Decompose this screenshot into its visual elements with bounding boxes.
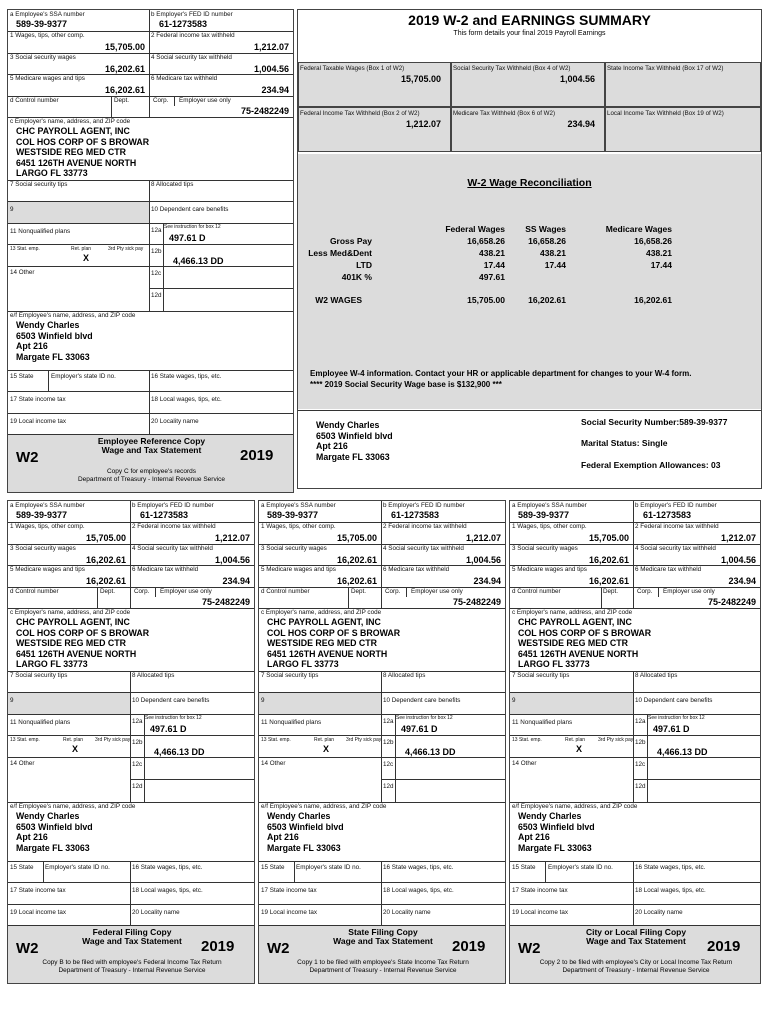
box7-label: 7 Social security tips	[261, 672, 319, 679]
copy-instructions: Copy C for employee's records	[106, 468, 197, 475]
ssn-value: 589-39-9377	[267, 510, 319, 520]
box4-value: 1,004.56	[465, 555, 501, 565]
box1-value: 15,705.00	[85, 533, 126, 543]
form-year: 2019	[240, 447, 274, 464]
box7-label: 7 Social security tips	[10, 672, 68, 679]
copy-title: State Filing Copy	[348, 927, 418, 937]
dept-label: Dept.	[351, 588, 367, 595]
employer-address-label: c Employer's name, address, and ZIP code	[512, 609, 633, 616]
box13-label: 13 Stat. emp.	[261, 737, 291, 743]
corp-label: Corp.	[153, 97, 169, 104]
box12a-label: 12a	[383, 718, 394, 725]
box20-label: 20 Locality name	[635, 909, 683, 916]
employee-address: Wendy Charles 6503 Winfield blvd Apt 216 Margate FL 33063	[16, 320, 93, 362]
box10-label: 10 Dependent care benefits	[635, 697, 713, 704]
dept-label: Dept.	[603, 588, 619, 595]
box1-value: 15,705.00	[588, 533, 629, 543]
recon-cell: 16,202.61	[528, 295, 566, 305]
box12c-label: 12c	[635, 761, 646, 768]
recon-cell: 438.21	[646, 248, 672, 258]
box19-label: 19 Local income tax	[261, 909, 318, 916]
box3-value: 16,202.61	[588, 555, 629, 565]
form-name: W2	[16, 940, 39, 957]
ret-plan-check: X	[576, 744, 583, 754]
corp-label: Corp.	[134, 588, 150, 595]
employer-use-label: Employer use only	[411, 588, 463, 595]
box12a-label: 12a	[635, 718, 646, 725]
recon-row-label: 401K %	[341, 272, 372, 282]
recon-cell: 16,202.61	[634, 295, 672, 305]
box11-label: 11 Nonqualified plans	[261, 719, 322, 726]
box12a-label: 12a	[151, 227, 162, 234]
earnings-summary-panel	[297, 9, 762, 489]
copy-department: Department of Treasury - Internal Revenue Service	[309, 967, 457, 974]
employer-use-label: Employer use only	[160, 588, 212, 595]
summary-cell-label: Social Security Tax Withheld (Box 4 of W2)	[453, 65, 571, 72]
box15-label: 15 State	[512, 864, 536, 871]
box20-label: 20 Locality name	[151, 418, 199, 425]
summary-cell-label: State Income Tax Withheld (Box 17 of W2)	[607, 65, 724, 72]
box6-label: 6 Medicare tax withheld	[383, 566, 450, 573]
dept-label: Dept.	[114, 97, 130, 104]
dept-label: Dept.	[100, 588, 116, 595]
ssa-label: a Employee's SSA number	[261, 502, 336, 509]
reconciliation-title: W-2 Wage Reconciliation	[467, 177, 592, 189]
employer-use-value: 75-2482249	[240, 106, 289, 116]
summary-cell-label: Federal Taxable Wages (Box 1 of W2)	[300, 65, 405, 72]
ssa-label: a Employee's SSA number	[10, 11, 85, 18]
box2-value: 1,212.07	[214, 533, 250, 543]
box12b-label: 12b	[635, 739, 646, 746]
box18-label: 18 Local wages, tips, etc.	[383, 887, 454, 894]
box6-label: 6 Medicare tax withheld	[635, 566, 702, 573]
summary-ssn: Social Security Number:589-39-9377	[581, 417, 728, 427]
box12a-label: 12a	[132, 718, 143, 725]
summary-cell-label: Medicare Tax Withheld (Box 6 of W2)	[453, 110, 556, 117]
box2-label: 2 Federal income tax withheld	[635, 523, 719, 530]
box15-label: 15 State	[10, 864, 34, 871]
box12d-label: 12d	[132, 783, 143, 790]
box18-label: 18 Local wages, tips, etc.	[635, 887, 706, 894]
state-id-label: Employer's state ID no.	[45, 864, 110, 871]
box12c-label: 12c	[132, 761, 143, 768]
box5-label: 5 Medicare wages and tips	[10, 566, 85, 573]
box1-label: 1 Wages, tips, other comp.	[512, 523, 587, 530]
box20-label: 20 Locality name	[383, 909, 431, 916]
box12b-value: 4,466.13 DD	[173, 256, 224, 266]
box12c-label: 12c	[151, 270, 162, 277]
recon-cell: 16,658.26	[634, 236, 672, 246]
box19-label: 19 Local income tax	[512, 909, 569, 916]
box5-value: 16,202.61	[588, 576, 629, 586]
box2-value: 1,212.07	[720, 533, 756, 543]
box12b-label: 12b	[151, 248, 162, 255]
box5-label: 5 Medicare wages and tips	[10, 75, 85, 82]
box3-label: 3 Social security wages	[10, 545, 76, 552]
box12-instruction: See instruction for box 12	[145, 715, 202, 721]
recon-row-label: W2 WAGES	[315, 295, 362, 305]
fein-value: 61-1273583	[643, 510, 692, 520]
box8-label: 8 Allocated tips	[383, 672, 426, 679]
box13-label: 13 Stat. emp.	[10, 246, 40, 252]
form-name: W2	[16, 449, 39, 466]
recon-cell: 497.61	[479, 272, 505, 282]
box9-label: 9	[261, 697, 265, 704]
box8-label: 8 Allocated tips	[132, 672, 175, 679]
box11-label: 11 Nonqualified plans	[512, 719, 573, 726]
ret-plan-check: X	[72, 744, 79, 754]
fein-label: b Employer's FED ID number	[383, 502, 465, 509]
box12b-value: 4,466.13 DD	[657, 747, 708, 757]
box14-label: 14 Other	[10, 269, 35, 276]
box1-value: 15,705.00	[104, 42, 145, 52]
box10-label: 10 Dependent care benefits	[151, 206, 229, 213]
box6-value: 234.94	[473, 576, 501, 586]
control-label: d Control number	[261, 588, 310, 595]
box12b-value: 4,466.13 DD	[154, 747, 205, 757]
control-label: d Control number	[10, 588, 59, 595]
box2-label: 2 Federal income tax withheld	[383, 523, 467, 530]
box1-label: 1 Wages, tips, other comp.	[10, 32, 85, 39]
recon-header: Medicare Wages	[605, 224, 672, 234]
box3-value: 16,202.61	[336, 555, 377, 565]
box12-instruction: See instruction for box 12	[164, 224, 221, 230]
box12c-label: 12c	[383, 761, 394, 768]
box17-label: 17 State income tax	[261, 887, 317, 894]
box1-label: 1 Wages, tips, other comp.	[261, 523, 336, 530]
box11-label: 11 Nonqualified plans	[10, 228, 71, 235]
form-year: 2019	[707, 938, 741, 955]
box6-value: 234.94	[222, 576, 250, 586]
box3-value: 16,202.61	[104, 64, 145, 74]
corp-label: Corp.	[385, 588, 401, 595]
fein-label: b Employer's FED ID number	[151, 11, 233, 18]
box4-label: 4 Social security tax withheld	[151, 54, 232, 61]
box3-label: 3 Social security wages	[261, 545, 327, 552]
box3-label: 3 Social security wages	[10, 54, 76, 61]
employee-address: Wendy Charles 6503 Winfield blvd Apt 216 Margate FL 33063	[518, 811, 595, 853]
box6-label: 6 Medicare tax withheld	[132, 566, 199, 573]
copy-department: Department of Treasury - Internal Revenue Service	[562, 967, 710, 974]
w4-notice: Employee W-4 information. Contact your HR or applicable department for changes to your W-4 form.	[310, 369, 692, 378]
employer-address: CHC PAYROLL AGENT, INC COL HOS CORP OF S BROWAR WESTSIDE REG MED CTR 6451 126TH AVENUE NORTH LARGO FL 33773	[16, 617, 150, 669]
summary-cell-label: Federal Income Tax Withheld (Box 2 of W2)	[300, 110, 420, 117]
box2-label: 2 Federal income tax withheld	[151, 32, 235, 39]
fein-label: b Employer's FED ID number	[132, 502, 214, 509]
employer-address: CHC PAYROLL AGENT, INC COL HOS CORP OF S BROWAR WESTSIDE REG MED CTR 6451 126TH AVENUE NORTH LARGO FL 33773	[16, 126, 150, 178]
employee-address-label: e/f Employee's name, address, and ZIP code	[261, 803, 387, 810]
ssa-label: a Employee's SSA number	[512, 502, 587, 509]
box7-label: 7 Social security tips	[10, 181, 68, 188]
box6-value: 234.94	[261, 85, 289, 95]
box16-label: 16 State wages, tips, etc.	[635, 864, 706, 871]
w2-copy2	[258, 500, 506, 984]
state-id-label: Employer's state ID no.	[296, 864, 361, 871]
recon-cell: 17.44	[544, 260, 566, 270]
box4-label: 4 Social security tax withheld	[132, 545, 213, 552]
box4-value: 1,004.56	[253, 64, 289, 74]
recon-row-label: Less Med&Dent	[308, 248, 372, 258]
box18-label: 18 Local wages, tips, etc.	[151, 396, 222, 403]
summary-employee-address: Wendy Charles 6503 Winfield blvd Apt 216 Margate FL 33063	[316, 420, 393, 462]
box12a-value: 497.61 D	[150, 724, 187, 734]
box5-value: 16,202.61	[104, 85, 145, 95]
state-id-label: Employer's state ID no.	[51, 373, 116, 380]
w2-copy3	[509, 500, 761, 984]
employer-address: CHC PAYROLL AGENT, INC COL HOS CORP OF S BROWAR WESTSIDE REG MED CTR 6451 126TH AVENUE NORTH LARGO FL 33773	[518, 617, 652, 669]
box3-value: 16,202.61	[85, 555, 126, 565]
summary-cell-value: 1,004.56	[559, 74, 595, 84]
fein-value: 61-1273583	[159, 19, 208, 29]
box12b-value: 4,466.13 DD	[405, 747, 456, 757]
recon-cell: 16,658.26	[528, 236, 566, 246]
box4-value: 1,004.56	[214, 555, 250, 565]
ss-wage-base-notice: **** 2019 Social Security Wage base is $132,900 ***	[310, 380, 502, 389]
recon-header: Federal Wages	[445, 224, 505, 234]
form-name: W2	[518, 940, 541, 957]
box2-label: 2 Federal income tax withheld	[132, 523, 216, 530]
box9-label: 9	[512, 697, 516, 704]
box4-label: 4 Social security tax withheld	[383, 545, 464, 552]
summary-marital-status: Marital Status: Single	[581, 438, 668, 448]
ret-plan-check: X	[83, 253, 90, 263]
employer-address: CHC PAYROLL AGENT, INC COL HOS CORP OF S BROWAR WESTSIDE REG MED CTR 6451 126TH AVENUE NORTH LARGO FL 33773	[267, 617, 401, 669]
box1-label: 1 Wages, tips, other comp.	[10, 523, 85, 530]
box17-label: 17 State income tax	[10, 396, 66, 403]
box5-label: 5 Medicare wages and tips	[512, 566, 587, 573]
recon-row-label: Gross Pay	[329, 236, 372, 246]
recon-cell: 438.21	[540, 248, 566, 258]
summary-subtitle: This form details your final 2019 Payroll Earnings	[453, 30, 606, 37]
box15-label: 15 State	[261, 864, 285, 871]
copy-instructions: Copy 1 to be filed with employee's State Income Tax Return	[297, 959, 469, 966]
corp-label: Corp.	[637, 588, 653, 595]
w2-copy0	[7, 9, 294, 493]
box20-label: 20 Locality name	[132, 909, 180, 916]
box5-label: 5 Medicare wages and tips	[261, 566, 336, 573]
employer-address-label: c Employer's name, address, and ZIP code	[10, 118, 131, 125]
copy-instructions: Copy 2 to be filed with employee's City or Local Income Tax Return	[539, 959, 733, 966]
box17-label: 17 State income tax	[10, 887, 66, 894]
state-id-label: Employer's state ID no.	[548, 864, 613, 871]
box12a-value: 497.61 D	[169, 233, 206, 243]
box19-label: 19 Local income tax	[10, 418, 67, 425]
box15-label: 15 State	[10, 373, 34, 380]
w2-copy1	[7, 500, 255, 984]
recon-cell: 438.21	[479, 248, 505, 258]
recon-cell: 17.44	[650, 260, 672, 270]
box4-label: 4 Social security tax withheld	[635, 545, 716, 552]
copy-subtitle: Wage and Tax Statement	[101, 445, 202, 455]
box8-label: 8 Allocated tips	[635, 672, 678, 679]
ret-plan-label: Ret. plan	[314, 737, 335, 743]
box14-label: 14 Other	[10, 760, 35, 767]
box2-value: 1,212.07	[465, 533, 501, 543]
ssa-label: a Employee's SSA number	[10, 502, 85, 509]
fein-value: 61-1273583	[391, 510, 440, 520]
employer-use-value: 75-2482249	[452, 597, 501, 607]
box16-label: 16 State wages, tips, etc.	[383, 864, 454, 871]
sick-pay-label: 3rd Pty sick pay	[95, 737, 131, 743]
box6-value: 234.94	[728, 576, 756, 586]
box3-label: 3 Social security wages	[512, 545, 578, 552]
ssn-value: 589-39-9377	[518, 510, 570, 520]
employer-use-label: Employer use only	[179, 97, 231, 104]
employer-address-label: c Employer's name, address, and ZIP code	[261, 609, 382, 616]
box11-label: 11 Nonqualified plans	[10, 719, 71, 726]
ssn-value: 589-39-9377	[16, 19, 68, 29]
ret-plan-label: Ret. plan	[565, 737, 586, 743]
summary-cell-value: 15,705.00	[400, 74, 441, 84]
copy-title: Federal Filing Copy	[92, 927, 172, 937]
box12-instruction: See instruction for box 12	[648, 715, 705, 721]
employee-address: Wendy Charles 6503 Winfield blvd Apt 216 Margate FL 33063	[16, 811, 93, 853]
copy-instructions: Copy B to be filed with employee's Federal Income Tax Return	[42, 959, 222, 966]
copy-department: Department of Treasury - Internal Revenue Service	[77, 476, 226, 483]
box12d-label: 12d	[383, 783, 394, 790]
copy-title: Employee Reference Copy	[97, 436, 206, 446]
fein-value: 61-1273583	[140, 510, 189, 520]
employee-address-label: e/f Employee's name, address, and ZIP code	[512, 803, 638, 810]
recon-cell: 17.44	[483, 260, 505, 270]
copy-subtitle: Wage and Tax Statement	[586, 936, 686, 946]
box17-label: 17 State income tax	[512, 887, 568, 894]
ret-plan-check: X	[323, 744, 330, 754]
box1-value: 15,705.00	[336, 533, 377, 543]
copy-title: City or Local Filing Copy	[585, 927, 687, 937]
summary-cell-value: 1,212.07	[405, 119, 441, 129]
employee-address-label: e/f Employee's name, address, and ZIP code	[10, 312, 136, 319]
box18-label: 18 Local wages, tips, etc.	[132, 887, 203, 894]
sick-pay-label: 3rd Pty sick pay	[346, 737, 382, 743]
employer-use-value: 75-2482249	[201, 597, 250, 607]
employer-use-value: 75-2482249	[707, 597, 756, 607]
box6-label: 6 Medicare tax withheld	[151, 75, 218, 82]
box12b-label: 12b	[383, 739, 394, 746]
employee-address: Wendy Charles 6503 Winfield blvd Apt 216 Margate FL 33063	[267, 811, 344, 853]
recon-cell: 15,705.00	[467, 295, 505, 305]
ret-plan-label: Ret. plan	[71, 246, 92, 252]
box5-value: 16,202.61	[336, 576, 377, 586]
copy-subtitle: Wage and Tax Statement	[333, 936, 433, 946]
box12d-label: 12d	[151, 292, 162, 299]
box4-value: 1,004.56	[720, 555, 756, 565]
box14-label: 14 Other	[512, 760, 537, 767]
box12a-value: 497.61 D	[653, 724, 690, 734]
form-year: 2019	[201, 938, 235, 955]
form-year: 2019	[452, 938, 486, 955]
box9-label: 9	[10, 697, 14, 704]
box12b-label: 12b	[132, 739, 143, 746]
sick-pay-label: 3rd Pty sick pay	[108, 246, 144, 252]
fein-label: b Employer's FED ID number	[635, 502, 717, 509]
employer-use-label: Employer use only	[663, 588, 715, 595]
box7-label: 7 Social security tips	[512, 672, 570, 679]
employee-address-label: e/f Employee's name, address, and ZIP code	[10, 803, 136, 810]
summary-exemptions: Federal Exemption Allowances: 03	[581, 460, 721, 470]
box14-label: 14 Other	[261, 760, 286, 767]
sick-pay-label: 3rd Pty sick pay	[598, 737, 634, 743]
box16-label: 16 State wages, tips, etc.	[151, 373, 222, 380]
box12a-value: 497.61 D	[401, 724, 438, 734]
form-name: W2	[267, 940, 290, 957]
box10-label: 10 Dependent care benefits	[132, 697, 210, 704]
box16-label: 16 State wages, tips, etc.	[132, 864, 203, 871]
copy-department: Department of Treasury - Internal Revenue Service	[58, 967, 206, 974]
control-label: d Control number	[10, 97, 59, 104]
box13-label: 13 Stat. emp.	[10, 737, 40, 743]
summary-cell-value: 234.94	[567, 119, 595, 129]
box12-instruction: See instruction for box 12	[396, 715, 453, 721]
control-label: d Control number	[512, 588, 561, 595]
box10-label: 10 Dependent care benefits	[383, 697, 461, 704]
box9-label: 9	[10, 206, 14, 213]
box12d-label: 12d	[635, 783, 646, 790]
employer-address-label: c Employer's name, address, and ZIP code	[10, 609, 131, 616]
ssn-value: 589-39-9377	[16, 510, 68, 520]
ret-plan-label: Ret. plan	[63, 737, 84, 743]
box19-label: 19 Local income tax	[10, 909, 67, 916]
box2-value: 1,212.07	[253, 42, 289, 52]
copy-subtitle: Wage and Tax Statement	[82, 936, 182, 946]
box8-label: 8 Allocated tips	[151, 181, 194, 188]
recon-cell: 16,658.26	[467, 236, 505, 246]
box5-value: 16,202.61	[85, 576, 126, 586]
box13-label: 13 Stat. emp.	[512, 737, 542, 743]
recon-header: SS Wages	[525, 224, 566, 234]
summary-cell-label: Local Income Tax Withheld (Box 19 of W2)	[607, 110, 724, 117]
summary-title: 2019 W-2 and EARNINGS SUMMARY	[408, 12, 651, 28]
recon-row-label: LTD	[356, 260, 372, 270]
